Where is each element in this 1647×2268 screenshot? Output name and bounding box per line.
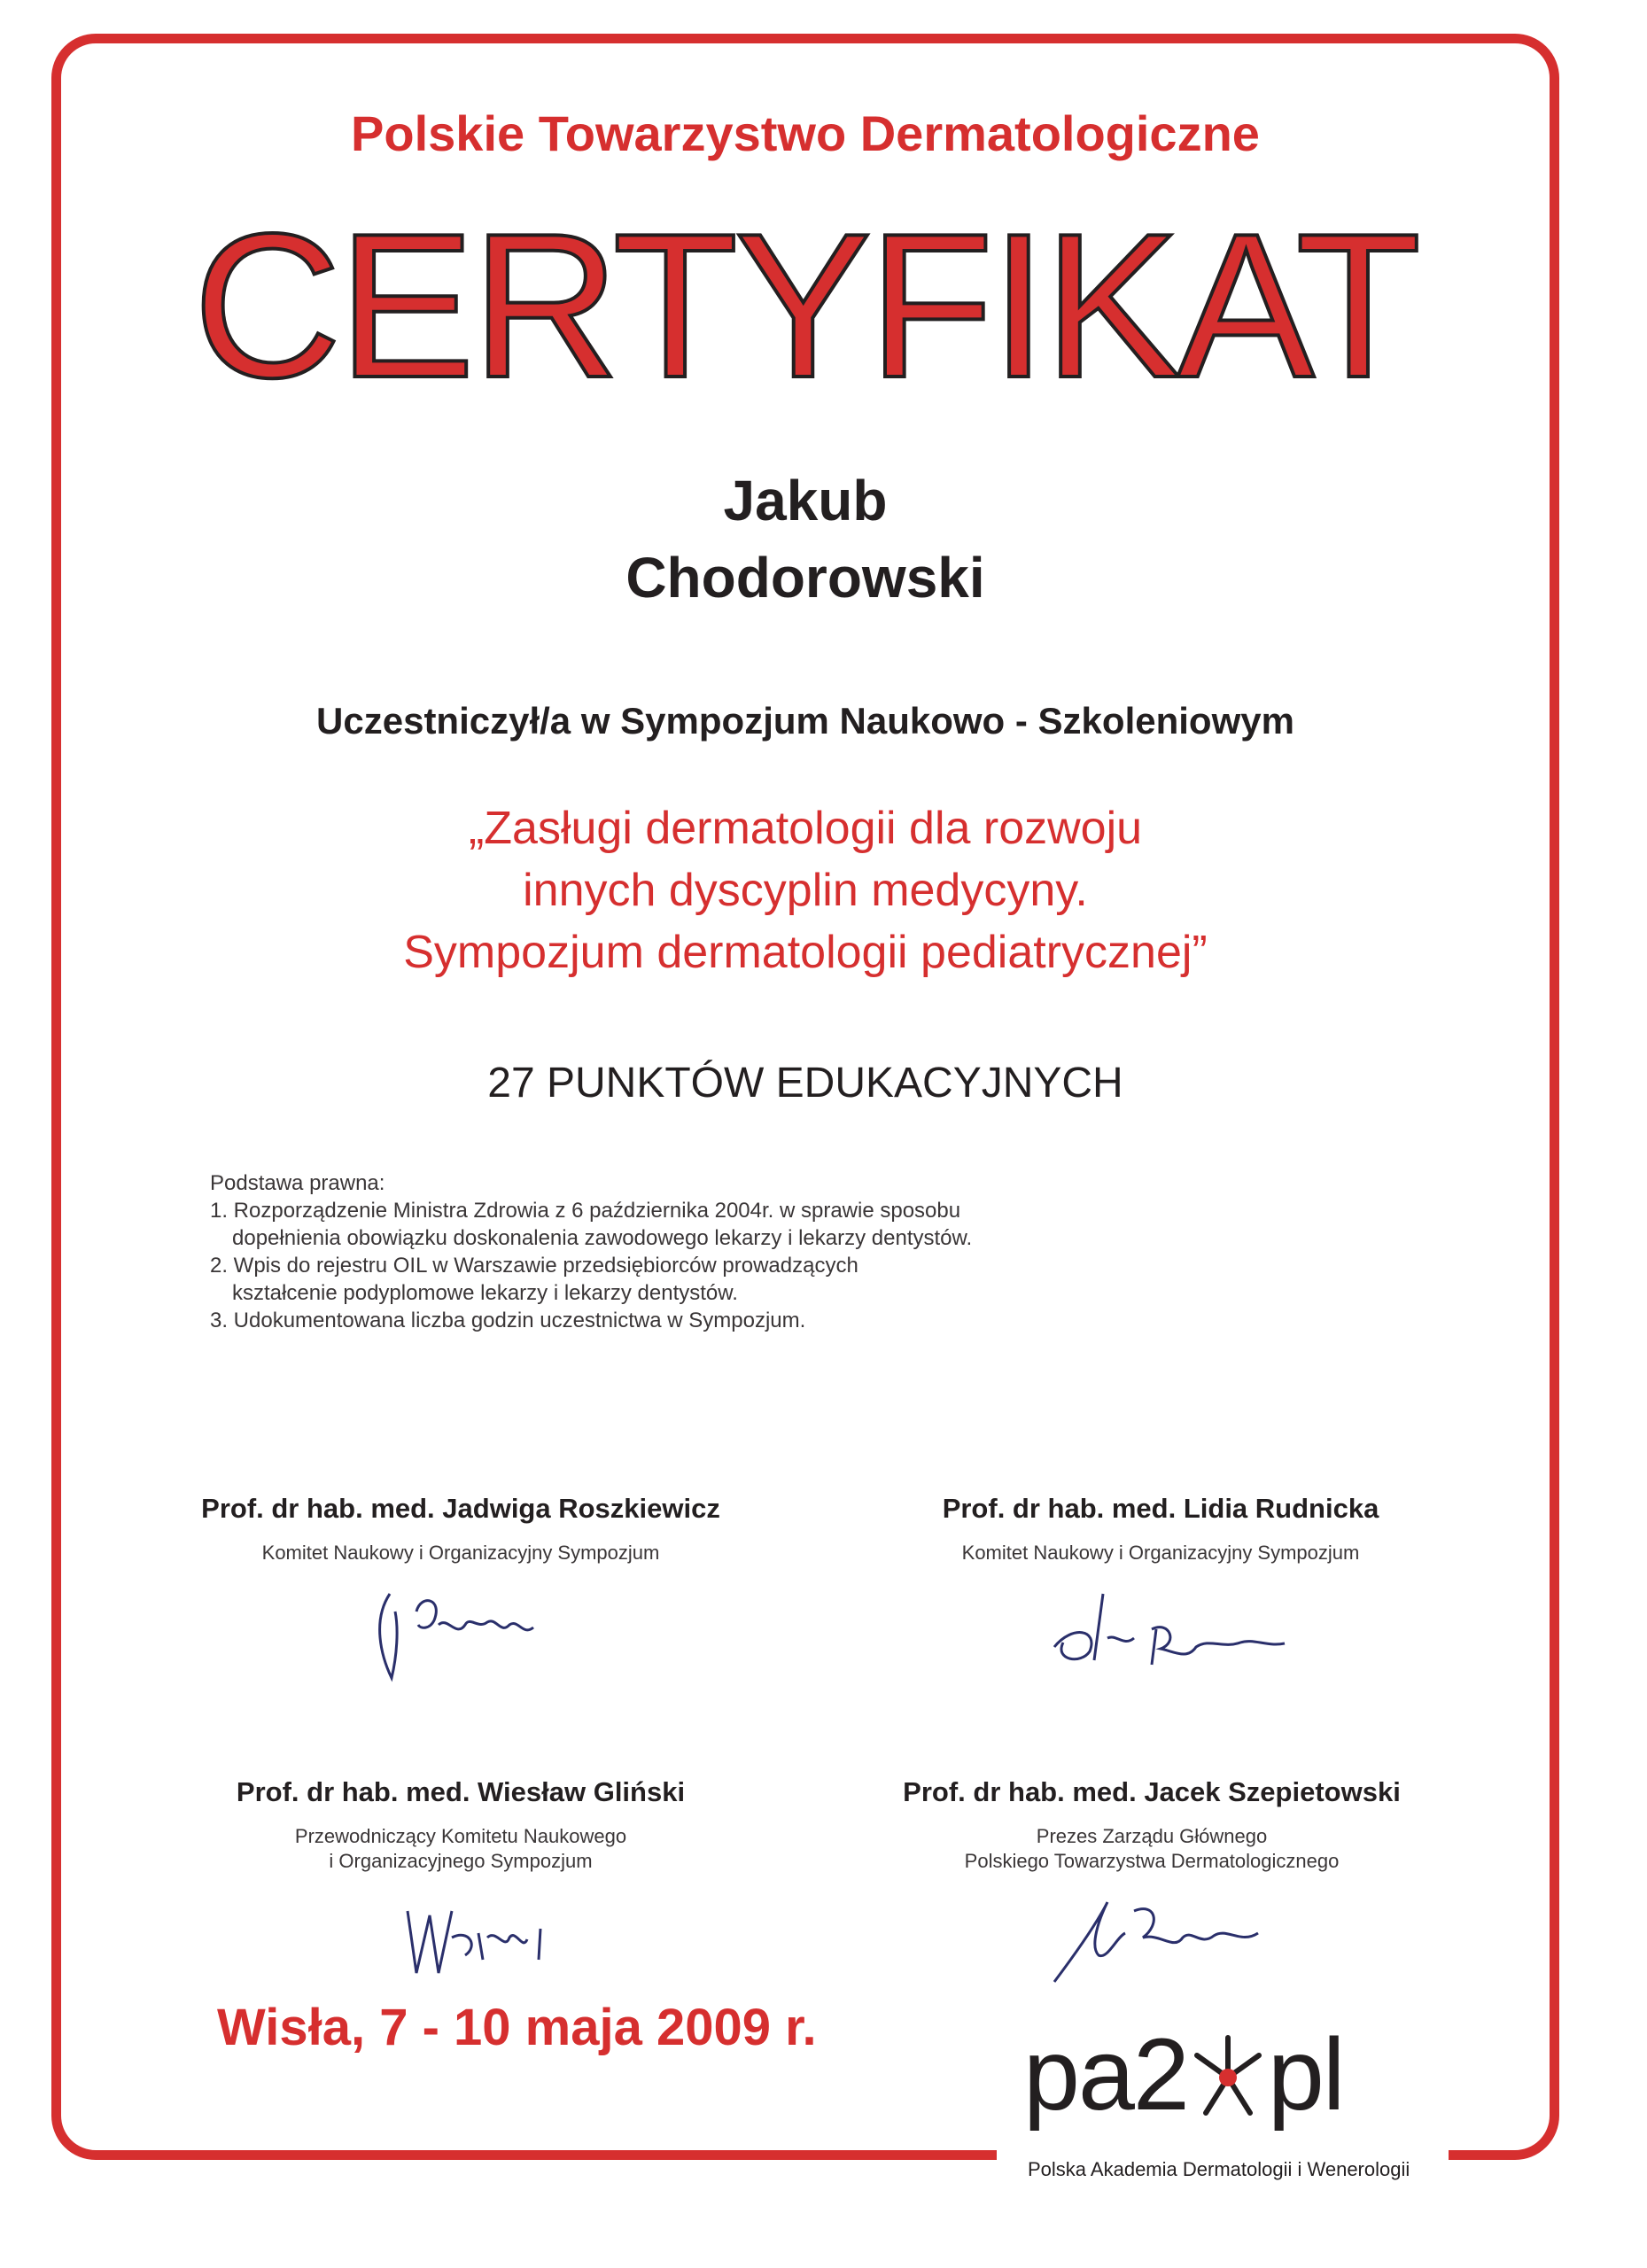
- signatory-role: [842, 1824, 1462, 1874]
- signatory-name: Prof. dr hab. med. Jadwiga Roszkiewicz: [201, 1493, 720, 1524]
- signatory-glinski: [177, 1776, 744, 1991]
- legal-item: 2. Wpis do rejestru OIL w Warszawie przedsiębiorców prowadzących: [210, 1254, 858, 1278]
- signature-rudnicka: [1019, 1576, 1302, 1682]
- legal-basis-heading: Podstawa prawna:: [210, 1171, 385, 1195]
- legal-basis: [210, 1169, 972, 1334]
- signatory-role: [177, 1824, 744, 1874]
- signature-szepietowski: [1001, 1884, 1302, 1991]
- signature-roszkiewicz: [337, 1576, 585, 1691]
- signatory-name: Prof. dr hab. med. Lidia Rudnicka: [942, 1493, 1379, 1524]
- organization-name: Polskie Towarzystwo Dermatologiczne: [351, 105, 1260, 161]
- event-title-line-1: „Zasługi dermatologii dla rozwoju: [468, 803, 1143, 854]
- legal-item: 1. Rozporządzenie Ministra Zdrowia z 6 października 2004r. w sprawie sposobu: [210, 1199, 961, 1223]
- signatory-role-line: i Organizacyjnego Sympozjum: [329, 1850, 593, 1872]
- recipient-last-name: Chodorowski: [625, 546, 985, 610]
- legal-item: dopełnienia obowiązku doskonalenia zawodowego lekarzy i lekarzy dentystów.: [232, 1226, 973, 1250]
- logo-text-right: pl: [1267, 2018, 1344, 2132]
- signatory-name: Prof. dr hab. med. Jacek Szepietowski: [903, 1776, 1401, 1807]
- event-title-line-3: Sympozjum dermatologii pediatrycznej”: [403, 927, 1208, 978]
- participation-statement: Uczestniczył/a w Sympozjum Naukowo - Szkoleniowym: [316, 700, 1294, 742]
- event-title-line-2: innych dyscyplin medycyny.: [523, 865, 1088, 916]
- legal-item: 3. Udokumentowana liczba godzin uczestnictwa w Sympozjum.: [210, 1309, 806, 1332]
- logo-caption: Polska Akademia Dermatologii i Wenerologii: [1028, 2158, 1410, 2180]
- signatory-name: Prof. dr hab. med. Wiesław Gliński: [236, 1776, 686, 1807]
- signatory-role-line: Przewodniczący Komitetu Naukowego: [294, 1825, 627, 1847]
- signatory-roszkiewicz: [177, 1493, 744, 1691]
- recipient-first-name: Jakub: [723, 469, 888, 532]
- signatory-role: Komitet Naukowy i Organizacyjny Sympozjum: [261, 1542, 660, 1564]
- legal-item: kształcenie podyplomowe lekarzy i lekarzy dentystów.: [232, 1281, 738, 1305]
- place-and-date: Wisła, 7 - 10 maja 2009 r.: [217, 1999, 817, 2056]
- certificate-title: CERTYFIKAT: [192, 191, 1418, 421]
- signatory-role-line: Prezes Zarządu Głównego: [1036, 1825, 1268, 1847]
- signatory-role: Komitet Naukowy i Organizacyjny Sympozjum: [961, 1542, 1360, 1564]
- signatory-rudnicka: [904, 1493, 1418, 1682]
- pa2pl-logo: [1023, 2018, 1344, 2132]
- logo-text-left: pa2: [1023, 2018, 1188, 2132]
- signatory-szepietowski: [842, 1776, 1462, 1991]
- logo-star-icon: [1188, 2029, 1268, 2126]
- signatory-role-line: Polskiego Towarzystwa Dermatologicznego: [964, 1850, 1340, 1872]
- signature-glinski: [346, 1884, 576, 1991]
- education-points: 27 PUNKTÓW EDUKACYJNYCH: [487, 1060, 1123, 1107]
